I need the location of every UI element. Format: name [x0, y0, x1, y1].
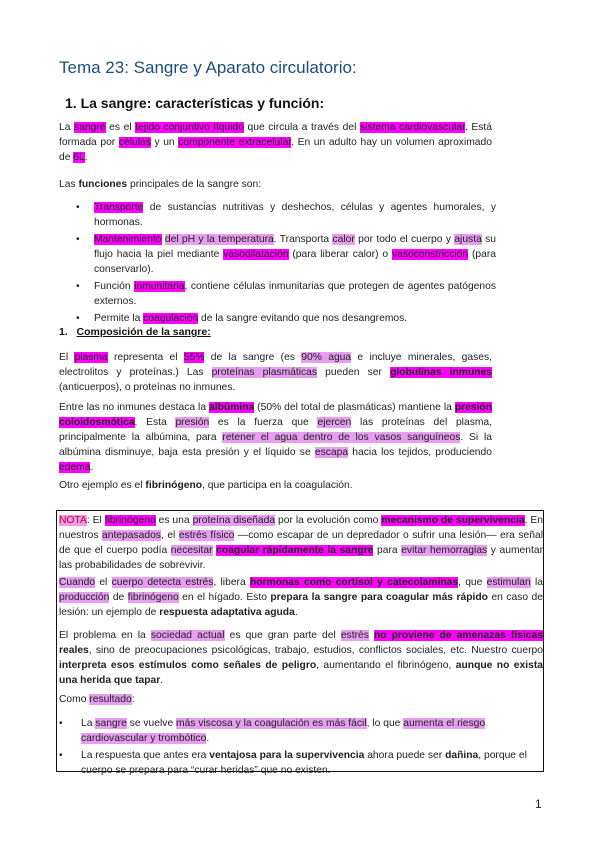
functions-list — [76, 200, 496, 328]
text-run: , libera — [213, 577, 250, 588]
text-run: es el — [105, 122, 136, 133]
text-run: Entre las no inmunes destaca la — [59, 402, 210, 413]
text-run: representa el — [107, 352, 184, 363]
text-run: . — [206, 733, 210, 744]
text-run: dañina — [445, 750, 479, 761]
text-run: prepara la sangre para coagular más rápido — [270, 592, 488, 603]
highlighted-text: tejido conjuntivo líquido — [135, 122, 244, 133]
highlighted-text: coagular rápidamente la sangre — [216, 545, 374, 556]
text-run: Función — [94, 281, 135, 292]
text-run: La — [81, 718, 96, 729]
text-run: fibrinógeno — [145, 480, 203, 491]
text-run: se vuelve — [126, 718, 177, 729]
text-run: Otro ejemplo es el — [59, 480, 146, 491]
highlighted-text: células — [118, 137, 151, 148]
note-paragraph-4 — [59, 692, 543, 707]
highlighted-text: del pH y la temperatura — [164, 234, 274, 245]
list-item — [76, 311, 496, 326]
text-run: el — [95, 577, 112, 588]
highlighted-text: proteínas plasmáticas — [211, 367, 318, 378]
paragraph-functions-intro — [59, 177, 492, 192]
text-run: El problema en la — [59, 630, 151, 641]
highlighted-text: cuerpo detecta estrés — [111, 577, 214, 588]
highlighted-text: estrés — [340, 630, 369, 641]
text-run: . — [160, 675, 164, 686]
text-run: e incluye minerales, gases, electrolitos y proteínas.) Las — [59, 352, 492, 378]
highlighted-text: componente extracelular — [178, 137, 292, 148]
text-run: aunque no exista una herida que tapar — [59, 660, 543, 686]
text-run: por la evolución como — [275, 515, 382, 526]
highlighted-text: producción — [59, 592, 110, 603]
highlighted-text: ajusta — [454, 234, 482, 245]
text-run: que circula a través del — [243, 122, 361, 133]
text-run: . Transporta — [273, 234, 333, 245]
highlighted-text: proteína diseñada — [192, 515, 276, 526]
highlighted-text: antepasados — [101, 530, 161, 541]
text-run: y aumentar las probabilidades de sobrevivir. — [59, 545, 544, 571]
text-run: . En nuestros — [59, 515, 543, 541]
text-run: , que — [458, 577, 487, 588]
text-run: —como escapar de un depredador o sufrir una lesión— era señal de que el cuerpo podía — [59, 530, 543, 556]
highlighted-text: más viscosa y la coagulación es más fácil — [176, 718, 367, 729]
highlighted-text: retener el agua dentro de los vasos sanguíneos — [222, 432, 461, 443]
highlighted-text: estimulan — [486, 577, 531, 588]
page-title: Tema 23: Sangre y Aparato circulatorio: — [59, 58, 357, 77]
text-run: respuesta adaptativa aguda — [159, 607, 295, 618]
text-run: en el hígado. Esto — [178, 592, 271, 603]
text-run: principales de la sangre son: — [127, 179, 262, 190]
text-run: El — [59, 352, 75, 363]
note-paragraph-2 — [59, 575, 543, 620]
text-run: de — [109, 592, 128, 603]
text-run: , lo que — [366, 718, 404, 729]
section-heading-1: 1. La sangre: características y función: — [65, 95, 325, 111]
highlighted-text: Transporte — [94, 202, 144, 213]
text-run: (anticuerpos), o proteínas no inmunes. — [59, 382, 236, 393]
highlighted-text: sangre — [95, 718, 127, 729]
text-run: , aumentando el fibrinógeno, — [316, 660, 456, 671]
highlighted-text: Cuando — [59, 577, 96, 588]
text-run: de la sangre (es — [204, 352, 302, 363]
list-item — [76, 279, 496, 309]
paragraph-fibrinogeno — [59, 478, 492, 493]
text-run: . Esta — [134, 417, 176, 428]
highlighted-text: fibrinógeno — [104, 515, 156, 526]
highlighted-text: edema — [59, 462, 91, 473]
text-run: y un — [150, 137, 179, 148]
text-run: ventajosa para la supervivencia — [209, 750, 365, 761]
text-run: reales — [59, 645, 89, 656]
highlighted-text: escapa — [314, 447, 349, 458]
page-number: 1 — [535, 797, 542, 811]
highlighted-text: 55% — [183, 352, 205, 363]
text-run: . — [84, 152, 88, 163]
text-run: de sustancias nutritivas y deshechos, células y agentes humorales, y hormonas. — [94, 202, 496, 228]
text-run: La respuesta que antes era — [81, 750, 210, 761]
list-item — [76, 200, 496, 230]
text-run: de la sangre evitando que nos desangremos. — [198, 313, 408, 324]
section-heading-2 — [59, 326, 211, 338]
highlighted-text: presión — [175, 417, 210, 428]
text-run: interpreta esos estímulos como señales de peligro — [59, 660, 317, 671]
highlighted-text: albúmina — [209, 402, 255, 413]
list-item — [59, 716, 543, 746]
highlighted-text: sistema cardiovascular — [360, 122, 465, 133]
text-run: , sino de preocupaciones psicológicas, trabajo, estudios, conflictos sociales, etc. Nuestro cuerpo — [88, 645, 543, 656]
text-run: en caso de lesión: un ejemplo de — [59, 592, 543, 618]
text-run: La — [59, 122, 75, 133]
text-run: ahora puede ser — [364, 750, 446, 761]
highlighted-text: inmunitaria — [134, 281, 185, 292]
highlighted-text: evitar hemorragias — [401, 545, 488, 556]
highlighted-text: 90% agua — [301, 352, 352, 363]
highlighted-text: no proviene de amenazas físicas — [373, 630, 543, 641]
list-item — [76, 232, 496, 277]
paragraph-plasma — [59, 350, 492, 395]
text-run: . Está formada por — [59, 122, 493, 148]
highlighted-text: resultado — [89, 694, 132, 705]
text-run: Las — [59, 179, 79, 190]
text-run: las proteínas del plasma, principalmente la albúmina, para — [59, 417, 493, 443]
text-run: . — [90, 462, 94, 473]
text-run: para — [373, 545, 402, 556]
text-run: la — [530, 577, 543, 588]
text-run: por todo el cuerpo y — [354, 234, 455, 245]
text-run: , contiene células inmunitarias que protegen de agentes patógenos externos. — [94, 281, 497, 307]
highlighted-text: calor — [332, 234, 355, 245]
highlighted-text: vasoconstricción — [391, 249, 469, 260]
section-number: 1. — [59, 326, 68, 338]
text-run: funciones — [78, 179, 128, 190]
highlighted-text: globulinas inmunes — [390, 367, 492, 378]
highlighted-text: ejercen — [317, 417, 352, 428]
text-run: Como — [59, 694, 90, 705]
highlighted-text: Mantenimiento — [94, 234, 162, 245]
text-run: . Si la albúmina disminuye, baja esta presión y el líquido se — [59, 432, 492, 458]
section-title: Composición de la sangre: — [76, 326, 211, 338]
note-paragraph-3 — [59, 628, 543, 688]
paragraph-albumina — [59, 400, 492, 475]
highlighted-text: plasma — [74, 352, 108, 363]
text-run: . — [294, 607, 298, 618]
text-run: es la fuerza que — [209, 417, 318, 428]
text-run: es una — [155, 515, 193, 526]
text-run: (para liberar calor) o — [288, 249, 392, 260]
text-run: : — [131, 694, 135, 705]
highlighted-text: NOTA — [59, 515, 87, 526]
text-run: . En un adulto hay un volumen aproximado de — [59, 137, 492, 163]
text-run: : El — [86, 515, 105, 526]
text-run: Permite la — [94, 313, 144, 324]
highlighted-text: presión coloidosmótica — [59, 402, 493, 428]
highlighted-text: fibrinógeno — [127, 592, 179, 603]
highlighted-text: aumenta el riesgo cardiovascular y trombótico — [81, 718, 486, 744]
text-run: su flujo hacia la piel mediante — [94, 234, 496, 260]
text-run: (50% del total de plasmáticas) mantiene la — [254, 402, 455, 413]
text-run: pueden ser — [317, 367, 391, 378]
text-run: es que gran parte del — [224, 630, 341, 641]
highlighted-text: necesitar — [170, 545, 213, 556]
text-run: , el — [160, 530, 179, 541]
text-run: , porque el cuerpo se prepara para “curar heridas” que no existen. — [81, 750, 527, 776]
text-run: , que participa en la coagulación. — [202, 480, 353, 491]
note-paragraph-1 — [59, 513, 543, 573]
note-list — [59, 716, 543, 780]
text-run: (para conservarlo). — [94, 249, 496, 275]
highlighted-text: vasodilatación — [223, 249, 289, 260]
highlighted-text: coagulación — [143, 313, 199, 324]
list-item — [59, 748, 543, 778]
highlighted-text: mecanismo de supervivencia — [381, 515, 525, 526]
highlighted-text: hormonas como cortisol y catecolaminas — [249, 577, 459, 588]
text-run: hacia los tejidos, produciendo — [348, 447, 492, 458]
highlighted-text: 6L — [73, 152, 85, 163]
highlighted-text: estrés físico — [178, 530, 235, 541]
highlighted-text: sangre — [74, 122, 106, 133]
highlighted-text: sociedad actual — [150, 630, 225, 641]
paragraph-intro — [59, 120, 492, 165]
